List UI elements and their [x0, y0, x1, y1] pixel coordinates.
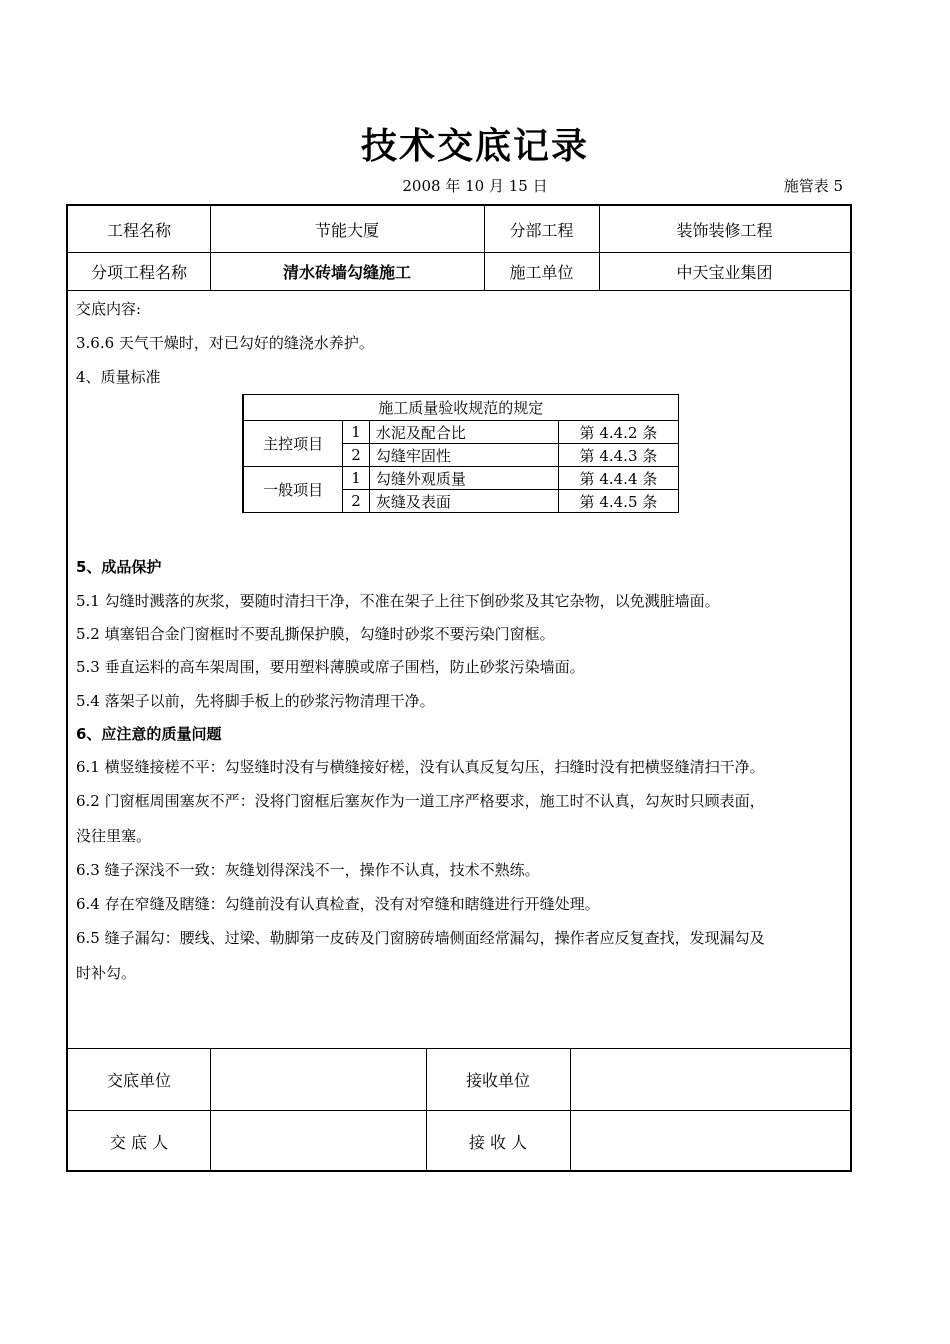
- paragraph-6-3: 6.3 缝子深浅不一致：灰缝划得深浅不一，操作不认真，技术不熟练。: [76, 861, 540, 879]
- issuer-unit-field[interactable]: [210, 1048, 426, 1110]
- division-value: 装饰装修工程: [676, 220, 773, 240]
- paragraph-6-2-cont: 没往里塞。: [76, 827, 152, 845]
- receiver-field[interactable]: [570, 1110, 850, 1172]
- paragraph-5-1: 5.1 勾缝时溅落的灰浆，要随时清扫干净，不准在架子上往下倒砂浆及其它杂物，以免溅脏墙面。: [76, 592, 720, 610]
- item-name: 水泥及配合比: [369, 421, 558, 444]
- group-name: 主控项目: [243, 421, 343, 467]
- paragraph-3-6-6: 3.6.6 天气干燥时，对已勾好的缝浇水养护。: [76, 334, 374, 352]
- paragraph-5-4: 5.4 落架子以前，先将脚手板上的砂浆污物清理干净。: [76, 692, 435, 710]
- page-title: 技术交底记录: [360, 126, 589, 167]
- paragraph-6-1: 6.1 横竖缝接槎不平：勾竖缝时没有与横缝接好槎，没有认真反复勾压，扫缝时没有把横竖缝清扫干净。: [76, 758, 765, 776]
- issuer-unit-label: 交底单位: [106, 1070, 171, 1090]
- table-row: [243, 421, 678, 444]
- paragraph-6-5-cont: 时补勾。: [76, 964, 137, 982]
- receiver-unit-field[interactable]: [570, 1048, 850, 1110]
- project-name-label: 工程名称: [106, 220, 171, 240]
- section-4-heading: 4、质量标准: [76, 368, 161, 386]
- divider: [68, 290, 850, 291]
- table-caption: 施工质量验收规范的规定: [243, 395, 678, 421]
- paragraph-5-2: 5.2 填塞铝合金门窗框时不要乱撕保护膜，勾缝时砂浆不要污染门窗框。: [76, 625, 555, 643]
- item-name: 勾缝外观质量: [369, 467, 558, 490]
- item-ref: 第 4.4.3 条: [559, 444, 678, 467]
- section-5-heading: 5、成品保护: [76, 558, 162, 576]
- division-label: 分部工程: [509, 220, 574, 240]
- item-name: 勾缝牢固性: [369, 444, 558, 467]
- table-row: [243, 395, 678, 421]
- record-date: 2008 年 10 月 15 日: [402, 177, 548, 195]
- item-ref: 第 4.4.4 条: [559, 467, 678, 490]
- item-no: 1: [343, 467, 369, 490]
- issuer-field[interactable]: [210, 1110, 426, 1172]
- section-6-heading: 6、应注意的质量问题: [76, 725, 222, 743]
- content-intro: 交底内容:: [76, 300, 142, 318]
- paragraph-6-5: 6.5 缝子漏勾：腰线、过梁、勒脚第一皮砖及门窗膀砖墙侧面经常漏勾，操作者应反复查找，发现漏勾及: [76, 929, 765, 947]
- subitem-label: 分项工程名称: [90, 262, 187, 282]
- table-row: [243, 467, 678, 490]
- receiver-label: 接 收 人: [468, 1132, 528, 1152]
- paragraph-5-3: 5.3 垂直运料的高车架周围，要用塑料薄膜或席子围档，防止砂浆污染墙面。: [76, 658, 585, 676]
- paragraph-6-4: 6.4 存在窄缝及瞎缝：勾缝前没有认真检查，没有对窄缝和瞎缝进行开缝处理。: [76, 895, 600, 913]
- contractor-label: 施工单位: [509, 262, 574, 282]
- item-ref: 第 4.4.5 条: [559, 490, 678, 513]
- form-number: 施管表 5: [783, 177, 843, 195]
- contractor-value: 中天宝业集团: [676, 262, 773, 282]
- group-name: 一般项目: [243, 467, 343, 513]
- receiver-unit-label: 接收单位: [465, 1070, 530, 1090]
- item-ref: 第 4.4.2 条: [559, 421, 678, 444]
- paragraph-6-2: 6.2 门窗框周围塞灰不严：没将门窗框后塞灰作为一道工序严格要求，施工时不认真，勾灰时只顾表面，: [76, 792, 765, 810]
- record-form: [66, 204, 852, 1172]
- quality-standards-table: [242, 394, 679, 513]
- item-no: 2: [343, 490, 369, 513]
- item-no: 2: [343, 444, 369, 467]
- item-name: 灰缝及表面: [369, 490, 558, 513]
- issuer-label: 交 底 人: [109, 1132, 169, 1152]
- project-name-value: 节能大厦: [314, 220, 379, 240]
- subitem-value: 清水砖墙勾缝施工: [282, 262, 411, 282]
- item-no: 1: [343, 421, 369, 444]
